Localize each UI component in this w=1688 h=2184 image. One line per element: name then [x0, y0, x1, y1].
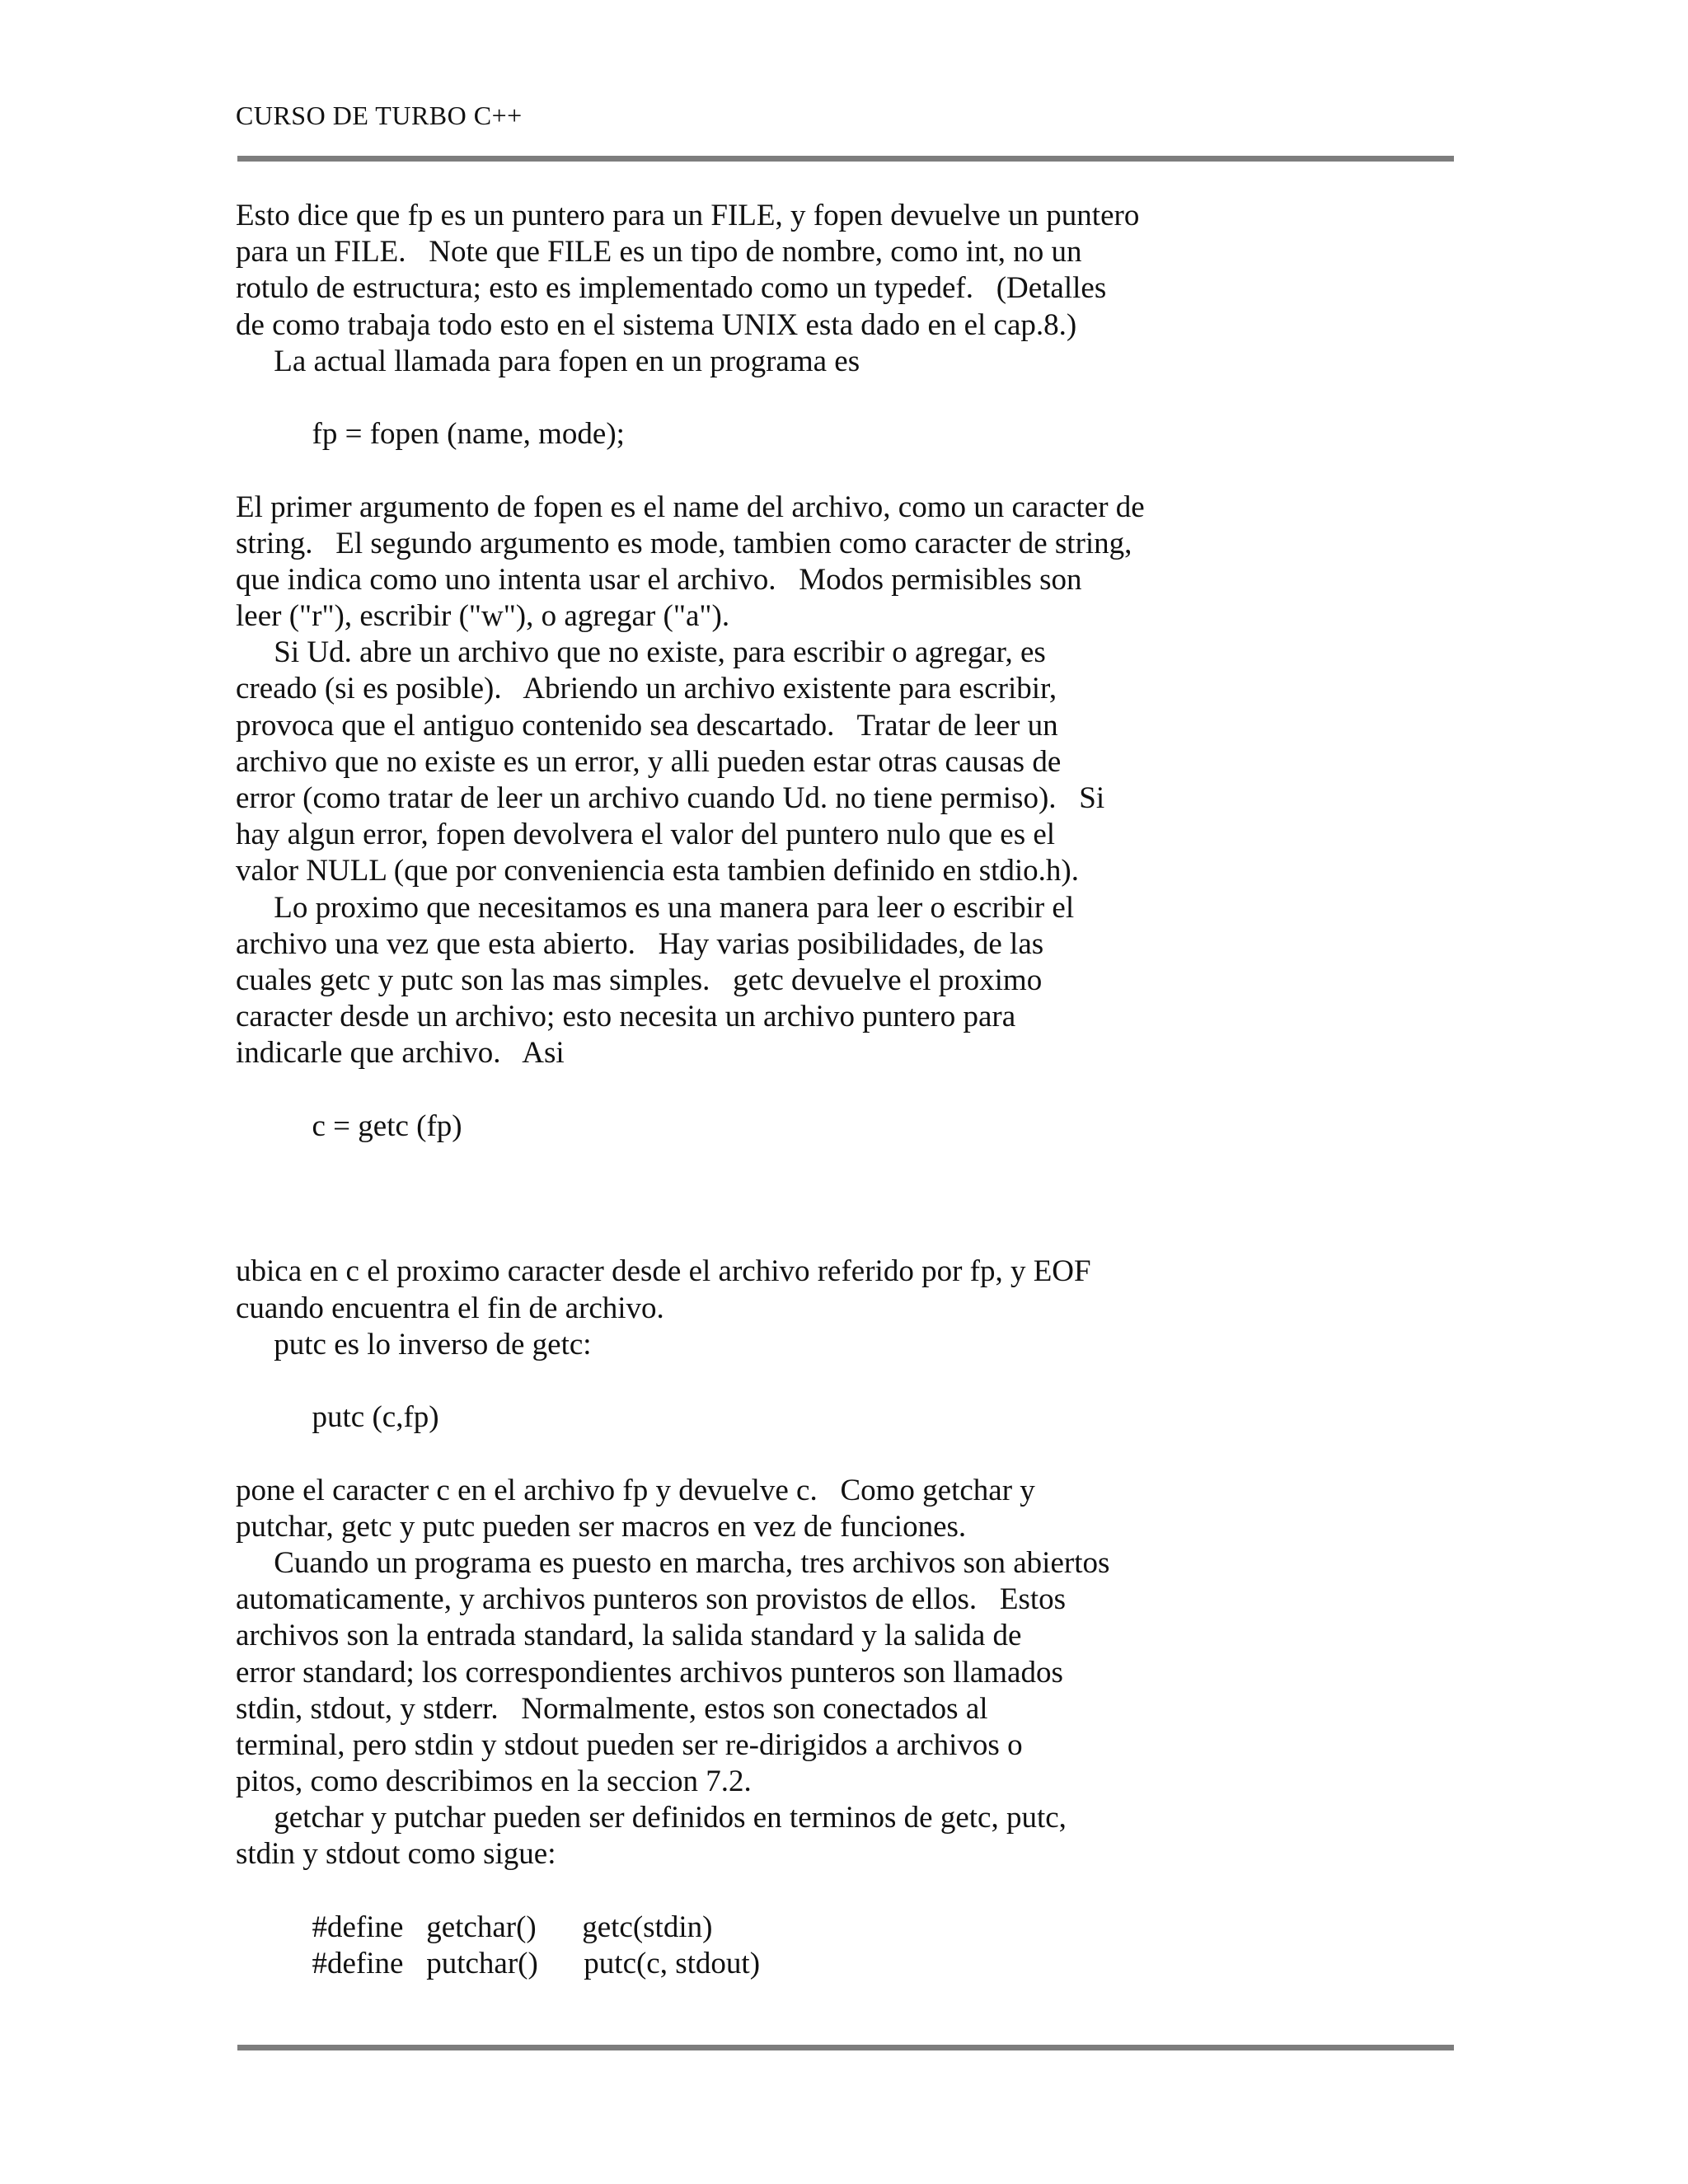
text-line — [236, 1436, 1258, 1472]
text-line: #define putchar() putc(c, stdout) — [236, 1947, 761, 1980]
text-line: leer ("r"), escribir ("w"), o agregar ("a"). — [236, 599, 730, 634]
text-line: para un FILE. Note que FILE es un tipo de nombre, como int, no un — [236, 235, 1082, 269]
text-line: archivos son la entrada standard, la salida standard y la salida de — [236, 1619, 1022, 1653]
text-line — [236, 1363, 1258, 1399]
text-line: caracter desde un archivo; esto necesita un archivo puntero para — [236, 1000, 1016, 1034]
header-rule — [237, 156, 1454, 162]
text-line — [236, 380, 1258, 416]
text-line: #define getchar() getc(stdin) — [236, 1910, 713, 1944]
text-line: archivo que no existe es un error, y alli pueden estar otras causas de — [236, 744, 1062, 779]
text-line: pone el caracter c en el archivo fp y devuelve c. Como getchar y — [236, 1473, 1035, 1507]
text-line — [236, 1181, 1258, 1217]
text-line: error (como tratar de leer un archivo cuando Ud. no tiene permiso). Si — [236, 781, 1105, 815]
page-header: CURSO DE TURBO C++ — [236, 101, 523, 130]
text-line: putc (c,fp) — [236, 1400, 439, 1435]
text-line: error standard; los correspondientes archivos punteros son llamados — [236, 1655, 1063, 1690]
document-body — [236, 198, 1258, 1982]
text-line: c = getc (fp) — [236, 1108, 462, 1143]
text-line: de como trabaja todo esto en el sistema UNIX esta dado en el cap.8.) — [236, 307, 1077, 342]
text-line: que indica como uno intenta usar el archivo. Modos permisibles son — [236, 562, 1082, 597]
text-line: ubica en c el proximo caracter desde el archivo referido por fp, y EOF — [236, 1254, 1091, 1289]
text-line — [236, 1072, 1258, 1108]
text-line — [236, 452, 1258, 489]
text-line — [236, 1217, 1258, 1254]
text-line: indicarle que archivo. Asi — [236, 1036, 565, 1071]
text-line: Si Ud. abre un archivo que no existe, para escribir o agregar, es — [236, 635, 1046, 670]
text-line: automaticamente, y archivos punteros son provistos de ellos. Estos — [236, 1582, 1067, 1617]
text-line: provoca que el antiguo contenido sea descartado. Tratar de leer un — [236, 708, 1058, 743]
text-line: Lo proximo que necesitamos es una manera para leer o escribir el — [236, 890, 1075, 925]
text-line: creado (si es posible). Abriendo un archivo existente para escribir, — [236, 672, 1057, 706]
text-line: hay algun error, fopen devolvera el valor del puntero nulo que es el — [236, 818, 1056, 852]
text-line: putchar, getc y putc pueden ser macros en vez de funciones. — [236, 1509, 967, 1544]
text-line: pitos, como describimos en la seccion 7.2. — [236, 1765, 752, 1799]
text-line: fp = fopen (name, mode); — [236, 417, 625, 452]
text-line: terminal, pero stdin y stdout pueden ser re-dirigidos a archivos o — [236, 1727, 1023, 1762]
text-line — [236, 1873, 1258, 1910]
text-line: rotulo de estructura; esto es implementado como un typedef. (Detalles — [236, 271, 1107, 306]
text-line: El primer argumento de fopen es el name del archivo, como un caracter de — [236, 490, 1145, 524]
text-line: valor NULL (que por conveniencia esta tambien definido en stdio.h). — [236, 854, 1079, 888]
text-line: stdin, stdout, y stderr. Normalmente, estos son conectados al — [236, 1691, 988, 1726]
text-line: stdin y stdout como sigue: — [236, 1837, 556, 1872]
text-line: cuales getc y putc son las mas simples. getc devuelve el proximo — [236, 963, 1043, 997]
text-line: getchar y putchar pueden ser definidos en terminos de getc, putc, — [236, 1801, 1067, 1835]
text-line: Cuando un programa es puesto en marcha, tres archivos son abiertos — [236, 1545, 1110, 1580]
text-line: cuando encuentra el fin de archivo. — [236, 1291, 664, 1325]
text-line: string. El segundo argumento es mode, tambien como caracter de string, — [236, 526, 1132, 560]
text-line: Esto dice que fp es un puntero para un FILE, y fopen devuelve un puntero — [236, 199, 1140, 232]
text-line: La actual llamada para fopen en un programa es — [236, 344, 860, 378]
text-line: archivo una vez que esta abierto. Hay varias posibilidades, de las — [236, 926, 1044, 961]
text-line — [236, 1145, 1258, 1181]
footer-rule — [237, 2045, 1454, 2050]
text-line: putc es lo inverso de getc: — [236, 1327, 592, 1361]
